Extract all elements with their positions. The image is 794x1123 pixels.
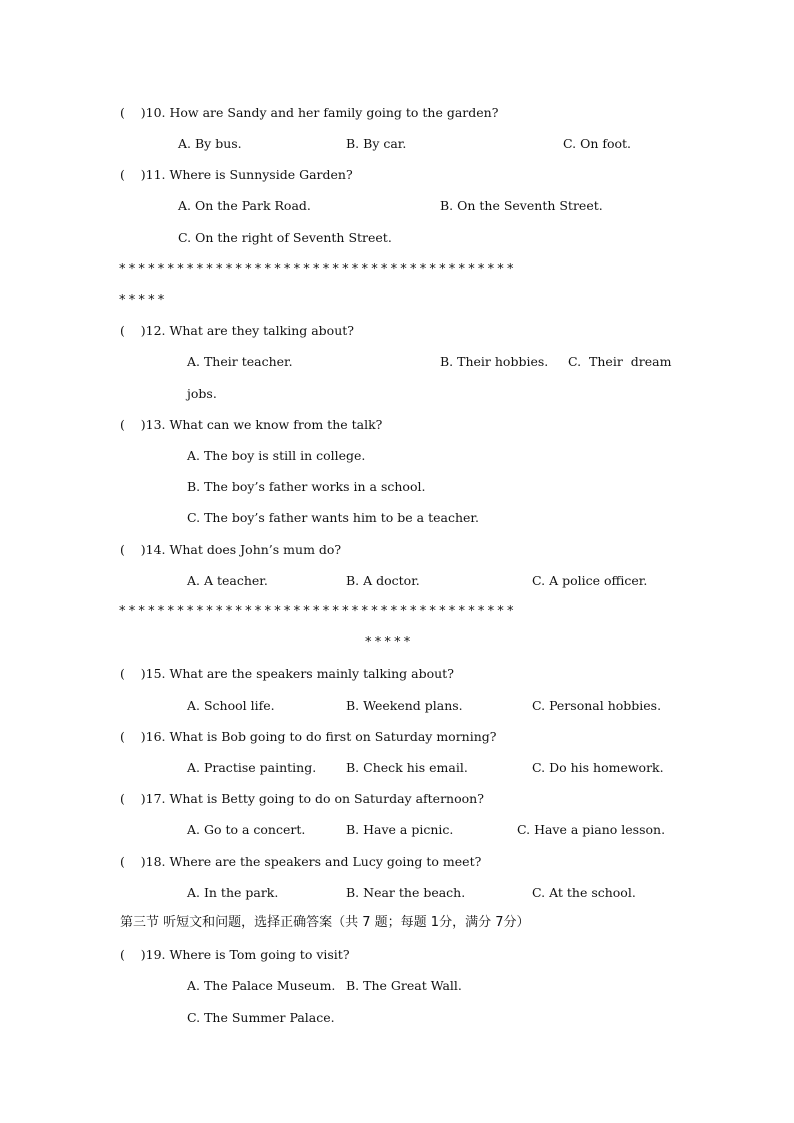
question-14-option-b: B. A doctor. [346,573,420,588]
question-19-option-c: C. The Summer Palace. [187,1010,335,1025]
question-11-stem: ( )11. Where is Sunnyside Garden? [120,167,353,182]
question-14-option-c: C. A police officer. [532,573,648,588]
question-18-option-a: A. In the park. [187,885,279,900]
question-16-option-b: B. Check his email. [346,760,468,775]
question-15-option-b: B. Weekend plans. [346,698,463,713]
question-14-option-a: A. A teacher. [187,573,268,588]
question-13-stem: ( )13. What can we know from the talk? [120,417,383,432]
question-12-option-c: C. Their dream [568,354,672,369]
question-13-option-c: C. The boy’s father wants him to be a teacher. [187,510,479,525]
question-11-option-b: B. On the Seventh Street. [440,198,603,213]
question-13-option-b: B. The boy’s father works in a school. [187,479,426,494]
question-15-option-c: C. Personal hobbies. [532,698,662,713]
star-separator-line-short: ***** [119,293,168,308]
question-10-stem: ( )10. How are Sandy and her family going to the garden? [120,105,499,120]
star-separator-line: ***************************************** [119,604,517,619]
question-10-option-a: A. By bus. [178,136,242,151]
question-17-option-c: C. Have a piano lesson. [517,822,666,837]
question-18-option-b: B. Near the beach. [346,885,466,900]
question-19-stem: ( )19. Where is Tom going to visit? [120,947,350,962]
star-separator-line: ***************************************** [119,262,517,277]
question-12-option-b: B. Their hobbies. [440,354,549,369]
question-18-stem: ( )18. Where are the speakers and Lucy going to meet? [120,854,482,869]
question-17-option-b: B. Have a picnic. [346,822,454,837]
question-11-option-a: A. On the Park Road. [178,198,311,213]
question-16-stem: ( )16. What is Bob going to do first on Saturday morning? [120,729,497,744]
question-12-stem: ( )12. What are they talking about? [120,323,354,338]
question-12-option-a: A. Their teacher. [187,354,293,369]
question-11-option-c: C. On the right of Seventh Street. [178,230,392,245]
question-15-option-a: A. School life. [187,698,275,713]
question-19-option-b: B. The Great Wall. [346,978,462,993]
question-14-stem: ( )14. What does John’s mum do? [120,542,342,557]
question-16-option-a: A. Practise painting. [187,760,317,775]
question-19-option-a: A. The Palace Museum. [187,978,336,993]
question-16-option-c: C. Do his homework. [532,760,664,775]
question-18-option-c: C. At the school. [532,885,636,900]
star-separator-line-short: ***** [365,635,414,650]
question-10-option-b: B. By car. [346,136,407,151]
question-10-option-c: C. On foot. [563,136,632,151]
question-15-stem: ( )15. What are the speakers mainly talking about? [120,666,454,681]
question-17-option-a: A. Go to a concert. [187,822,306,837]
question-17-stem: ( )17. What is Betty going to do on Saturday afternoon? [120,791,484,806]
section-3-heading: 第三节 听短文和问题，选择正确答案（共 7 题；每题 1分，满分 7分） [120,915,530,930]
question-12-option-c-continued: jobs. [187,386,217,401]
question-13-option-a: A. The boy is still in college. [187,448,366,463]
